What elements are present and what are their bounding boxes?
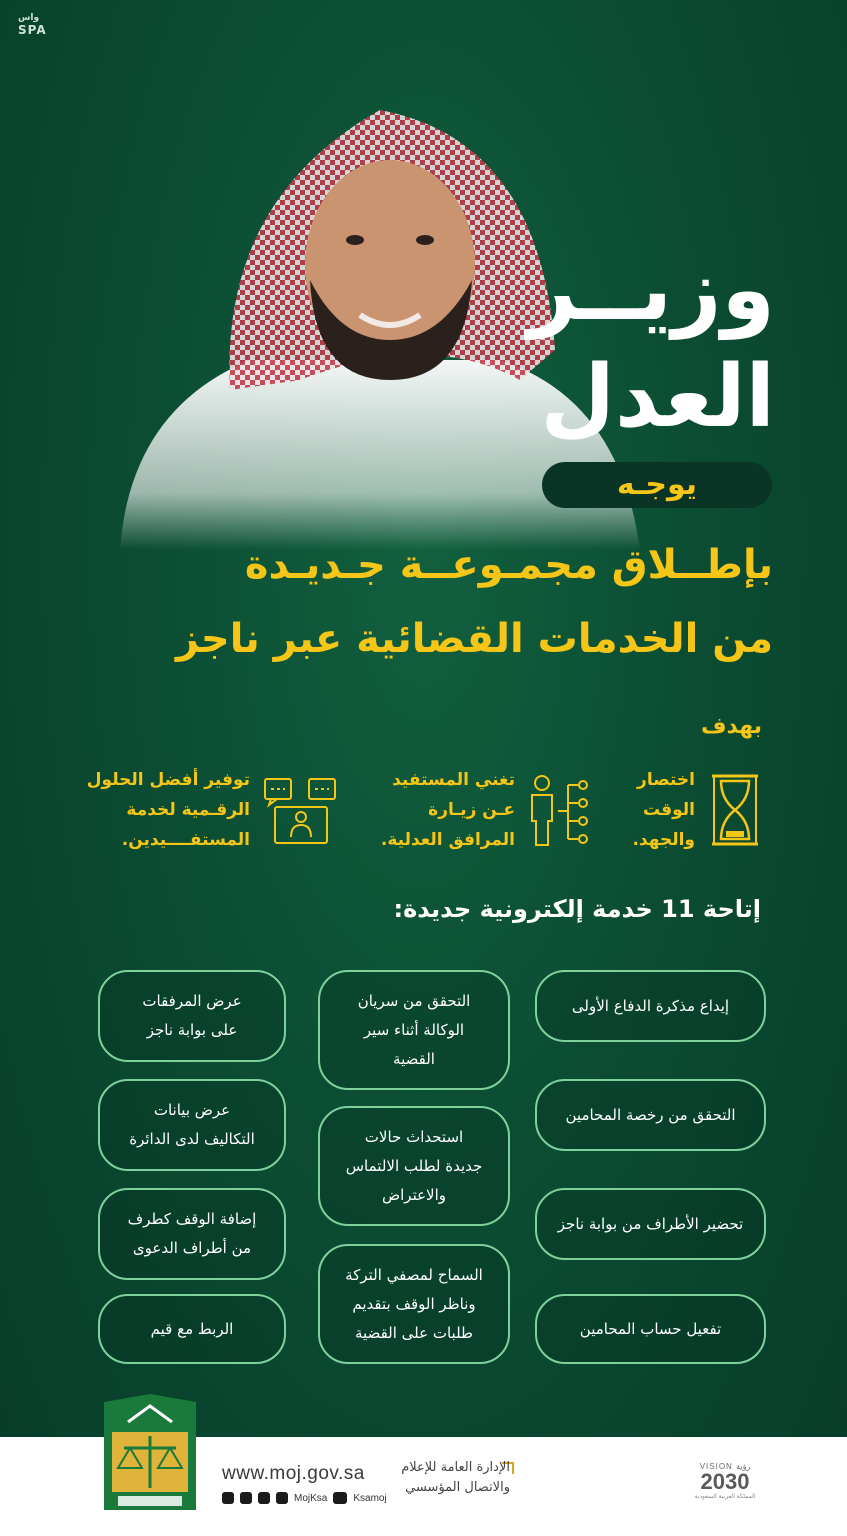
- service-card: السماح لمصفي التركة وناظر الوقف بتقديم طلبات على القضية: [318, 1244, 510, 1364]
- verb-pill: يوجـه: [542, 462, 772, 508]
- snapchat-icon[interactable]: [258, 1492, 270, 1504]
- goals-label: بهدف: [700, 714, 762, 739]
- twitter-icon[interactable]: [222, 1492, 234, 1504]
- digital-service-icon: [263, 775, 339, 847]
- service-card: تحضير الأطراف من بوابة ناجز: [535, 1188, 766, 1260]
- services-title: إتاحة 11 خدمة إلكترونية جديدة:: [393, 895, 761, 923]
- social-links: [222, 1492, 387, 1504]
- instagram-icon[interactable]: [240, 1492, 252, 1504]
- service-card: إيداع مذكرة الدفاع الأولى: [535, 970, 766, 1042]
- service-card: التحقق من رخصة المحامين: [535, 1079, 766, 1151]
- hourglass-icon: [708, 773, 762, 847]
- headline-line-2: من الخدمات القضائية عبر ناجز: [176, 616, 773, 662]
- goal-3-text: توفير أفضل الحلول الرقـمية لخدمة المستفــــيدين.: [86, 770, 250, 850]
- department-name: الإدارة العامة للإعلام والاتصال المؤسسي: [401, 1460, 510, 1495]
- person-network-icon: [528, 773, 590, 849]
- service-card: تفعيل حساب المحامين: [535, 1294, 766, 1364]
- goal-2-text: تغني المستفيد عـن زيـارة المرافق العدلية.: [380, 770, 515, 850]
- youtube-icon[interactable]: [333, 1492, 347, 1504]
- service-card: عرض بيانات التكاليف لدى الدائرة: [98, 1079, 286, 1171]
- title-line-2: العدل: [540, 347, 775, 447]
- service-card: الربط مع قيم: [98, 1294, 286, 1364]
- vision-2030-logo: VISION رؤية 2030 المملكة العربية السعودية: [694, 1462, 756, 1500]
- service-card: إضافة الوقف كطرف من أطراف الدعوى: [98, 1188, 286, 1280]
- social-handle-2: Ksamoj: [353, 1492, 387, 1504]
- service-card: عرض المرفقات على بوابة ناجز: [98, 970, 286, 1062]
- title-line-1: وزيــر: [527, 240, 775, 340]
- social-handle-1: MojKsa: [294, 1492, 328, 1504]
- headline-line-1: بإطــلاق مجمـوعــة جـديـدة: [244, 542, 773, 588]
- spa-logo: واس SPA: [18, 13, 47, 37]
- website-url[interactable]: www.moj.gov.sa: [222, 1463, 365, 1484]
- goal-1-text: اختصار الوقت والجهد.: [632, 770, 695, 850]
- service-card: التحقق من سريان الوكالة أثناء سير القضية: [318, 970, 510, 1090]
- ministry-of-justice-logo: [98, 1392, 202, 1512]
- linkedin-icon[interactable]: [276, 1492, 288, 1504]
- service-card: استحداث حالات جديدة لطلب الالتماس والاعتراض: [318, 1106, 510, 1226]
